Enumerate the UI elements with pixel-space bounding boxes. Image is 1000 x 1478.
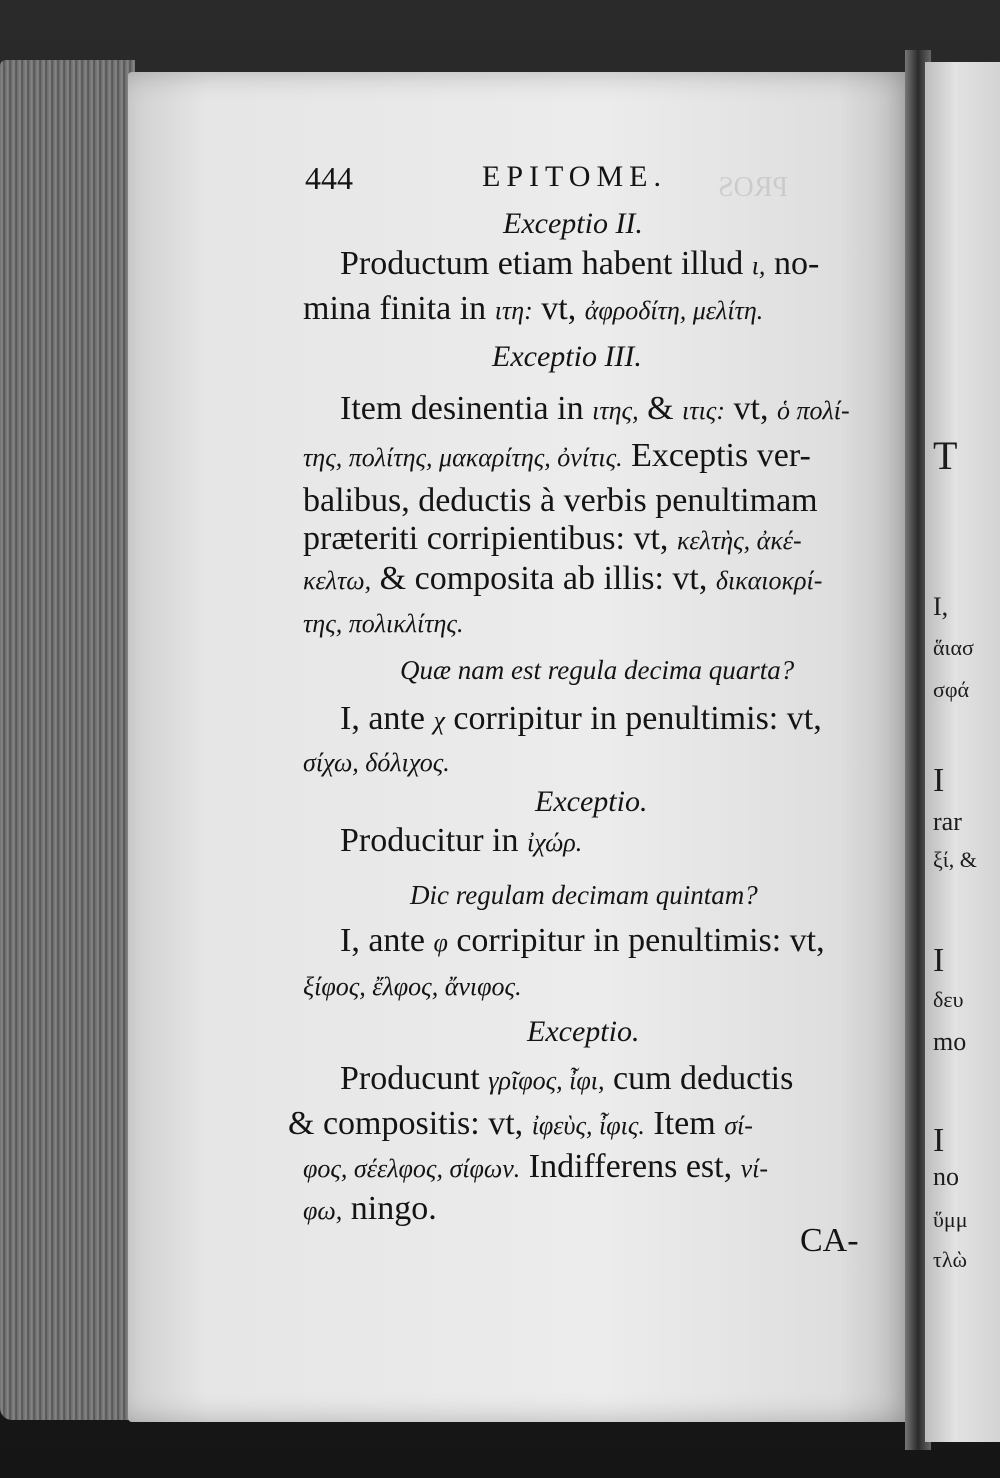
text-line: balibus, deductis à verbis penultimam [303,482,818,519]
right-page-edge [925,62,1000,1442]
text-line: I, ante φ corripitur in penultimis: vt, [340,922,825,959]
next-page-fragment: ὕμμ [933,1207,968,1232]
next-page-fragment: mo [933,1027,967,1056]
show-through: PROS [718,172,789,203]
exceptio-heading: Exceptio III. [492,340,642,373]
next-page-fragment: τλὼ [933,1247,967,1272]
text-line: Producitur in ἰχώρ. [340,822,583,859]
next-page-fragment: no [933,1162,959,1191]
next-page-fragment: I [933,942,945,979]
exceptio-heading: Exceptio. [535,785,648,818]
next-page-fragment: ἅιασ [933,635,974,660]
text-line: præteriti corripientibus: vt, κελτὴς, ἀκέ- [303,520,802,557]
next-page-fragment: ξί, & [933,847,977,872]
next-page-fragment: rar [933,807,962,836]
text-line: I, ante χ corripitur in penultimis: vt, [340,700,822,737]
catchword: CA- [800,1222,859,1259]
text-line: της, πολίτης, μακαρίτης, ὀνίτις. Exceptis ver- [303,437,811,474]
page-number: 444 [305,160,353,196]
text-line: mina finita in ιτη: vt, ἀφροδίτη, μελίτη. [303,290,764,327]
next-page-fragment: σφά [933,677,970,702]
next-page-fragment: I [933,1122,945,1159]
text-line: & compositis: vt, ἰφεὺς, ἶφις. Item σί- [288,1105,753,1142]
text-line: κελτω, & composita ab illis: vt, δικαιοκρί- [303,560,823,597]
running-title: EPITOME. [482,160,667,193]
question-heading: Dic regulam decimam quintam? [410,880,758,910]
page-edges [0,60,135,1420]
text-line: φω, ningo. [303,1190,437,1227]
text-line: φος, σέελφος, σίφων. Indifferens est, νί- [303,1148,769,1185]
next-page-fragment: I [933,762,945,799]
text-line: της, πολικλίτης. [303,609,464,638]
text-line: Producunt γρῖφος, ἶφι, cum deductis [340,1060,794,1097]
next-page-fragment: δευ [933,987,964,1012]
question-heading: Quæ nam est regula decima quarta? [400,655,795,685]
next-page-fragment: T [933,433,958,478]
exceptio-heading: Exceptio. [527,1015,640,1048]
text-line: σίχω, δόλιχος. [303,748,450,777]
exceptio-heading: Exceptio II. [503,207,643,240]
text-line: Item desinentia in ιτης, & ιτις: vt, ὁ πολί- [340,390,850,427]
text-line: ξίφος, ἔλφος, ἄνιφος. [303,972,522,1001]
text-line: Productum etiam habent illud ι, no- [340,245,820,282]
next-page-fragment: I, [933,592,949,621]
